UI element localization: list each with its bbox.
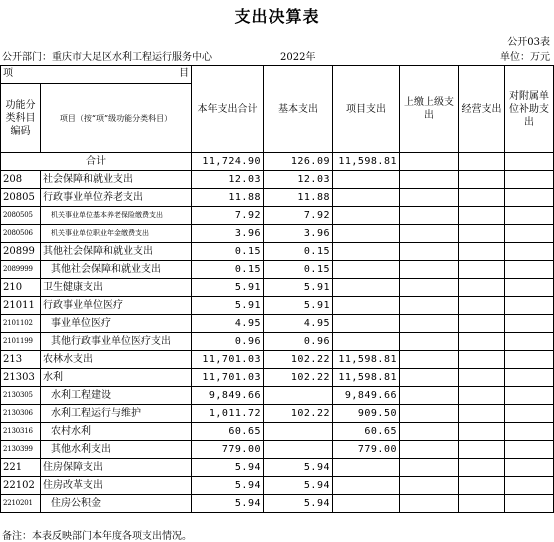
header-col-project: 项目支出 <box>333 66 400 153</box>
row-project: 11,598.81 <box>333 351 400 369</box>
row-basic <box>264 423 333 441</box>
row-code: 2101199 <box>1 333 41 351</box>
table-row <box>1 459 554 477</box>
row-project <box>333 207 400 225</box>
row-business <box>459 459 505 477</box>
row-code: 2080506 <box>1 225 41 243</box>
row-name: 卫生健康支出 <box>41 279 192 297</box>
row-total: 3.96 <box>192 225 264 243</box>
row-subsidy <box>505 423 554 441</box>
table-code: 公开03表 <box>507 37 550 48</box>
row-total: 4.95 <box>192 315 264 333</box>
row-subsidy <box>505 441 554 459</box>
row-subsidy <box>505 477 554 495</box>
row-project: 779.00 <box>333 441 400 459</box>
row-business <box>459 423 505 441</box>
row-subsidy <box>505 153 554 171</box>
table-row <box>1 243 554 261</box>
row-total: 11.88 <box>192 189 264 207</box>
header-item-corner <box>1 66 192 84</box>
row-business <box>459 243 505 261</box>
row-code: 21303 <box>1 369 41 387</box>
row-business <box>459 297 505 315</box>
row-project <box>333 315 400 333</box>
row-basic: 7.92 <box>264 207 333 225</box>
row-remit <box>400 423 459 441</box>
row-basic: 5.94 <box>264 477 333 495</box>
row-project: 11,598.81 <box>333 153 400 171</box>
row-project <box>333 495 400 513</box>
row-name: 农村水利 <box>41 423 192 441</box>
department-label: 公开部门：重庆市大足区水利工程运行服务中心 <box>2 52 212 63</box>
header-col-business: 经营支出 <box>459 66 505 153</box>
row-code: 2210201 <box>1 495 41 513</box>
row-business <box>459 261 505 279</box>
header-col-total: 本年支出合计 <box>192 66 264 153</box>
row-code: 21011 <box>1 297 41 315</box>
row-business <box>459 207 505 225</box>
row-basic: 12.03 <box>264 171 333 189</box>
table-row <box>1 441 554 459</box>
row-project <box>333 171 400 189</box>
row-basic: 0.15 <box>264 243 333 261</box>
row-remit <box>400 441 459 459</box>
row-name: 住房改革支出 <box>41 477 192 495</box>
row-business <box>459 333 505 351</box>
row-code: 210 <box>1 279 41 297</box>
row-business <box>459 225 505 243</box>
row-remit <box>400 243 459 261</box>
row-name: 水利工程运行与维护 <box>41 405 192 423</box>
row-remit <box>400 261 459 279</box>
row-name: 行政事业单位养老支出 <box>41 189 192 207</box>
row-project <box>333 333 400 351</box>
row-business <box>459 189 505 207</box>
row-remit <box>400 495 459 513</box>
row-remit <box>400 459 459 477</box>
row-total: 0.15 <box>192 261 264 279</box>
row-subsidy <box>505 351 554 369</box>
row-basic <box>264 441 333 459</box>
row-name: 其他水利支出 <box>41 441 192 459</box>
row-subsidy <box>505 279 554 297</box>
row-remit <box>400 297 459 315</box>
row-subsidy <box>505 315 554 333</box>
footnote: 备注：本表反映部门本年度各项支出情况。 <box>2 531 192 542</box>
report-year: 2022年 <box>280 52 316 63</box>
header-col-subsidy: 对附属单位补助支出 <box>505 66 554 153</box>
row-total: 11,701.03 <box>192 369 264 387</box>
row-business <box>459 387 505 405</box>
row-total: 1,011.72 <box>192 405 264 423</box>
row-remit <box>400 405 459 423</box>
row-code: 2101102 <box>1 315 41 333</box>
row-business <box>459 477 505 495</box>
row-business <box>459 495 505 513</box>
row-subsidy <box>505 243 554 261</box>
row-total: 0.96 <box>192 333 264 351</box>
row-total: 9,849.66 <box>192 387 264 405</box>
row-total: 5.94 <box>192 459 264 477</box>
row-subsidy <box>505 207 554 225</box>
row-basic: 102.22 <box>264 351 333 369</box>
row-name: 其他行政事业单位医疗支出 <box>41 333 192 351</box>
report-meta <box>2 48 550 62</box>
row-name: 合计 <box>1 153 192 171</box>
row-remit <box>400 279 459 297</box>
row-total: 779.00 <box>192 441 264 459</box>
row-code: 208 <box>1 171 41 189</box>
row-name: 住房保障支出 <box>41 459 192 477</box>
row-remit <box>400 351 459 369</box>
row-total: 5.91 <box>192 279 264 297</box>
table-row <box>1 279 554 297</box>
row-project <box>333 459 400 477</box>
row-remit <box>400 207 459 225</box>
row-business <box>459 171 505 189</box>
row-total: 5.91 <box>192 297 264 315</box>
row-project: 60.65 <box>333 423 400 441</box>
row-subsidy <box>505 459 554 477</box>
row-remit <box>400 315 459 333</box>
table-row <box>1 369 554 387</box>
row-code: 2130316 <box>1 423 41 441</box>
table-row <box>1 405 554 423</box>
row-name: 其他社会保障和就业支出 <box>41 243 192 261</box>
row-remit <box>400 387 459 405</box>
row-business <box>459 153 505 171</box>
row-subsidy <box>505 225 554 243</box>
row-total: 60.65 <box>192 423 264 441</box>
row-total: 12.03 <box>192 171 264 189</box>
row-basic: 126.09 <box>264 153 333 171</box>
table-row <box>1 477 554 495</box>
row-remit <box>400 225 459 243</box>
row-name: 事业单位医疗 <box>41 315 192 333</box>
row-total: 11,724.90 <box>192 153 264 171</box>
row-subsidy <box>505 369 554 387</box>
row-remit <box>400 477 459 495</box>
header-col-basic: 基本支出 <box>264 66 333 153</box>
row-name: 住房公积金 <box>41 495 192 513</box>
row-basic: 5.94 <box>264 495 333 513</box>
row-name: 机关事业单位职业年金缴费支出 <box>41 225 192 243</box>
row-code: 22102 <box>1 477 41 495</box>
row-project: 909.50 <box>333 405 400 423</box>
table-row <box>1 315 554 333</box>
row-remit <box>400 369 459 387</box>
row-project <box>333 189 400 207</box>
table-row <box>1 297 554 315</box>
unit-label: 单位：万元 <box>500 52 550 63</box>
row-subsidy <box>505 333 554 351</box>
row-basic: 4.95 <box>264 315 333 333</box>
table-row <box>1 189 554 207</box>
row-code: 213 <box>1 351 41 369</box>
row-remit <box>400 189 459 207</box>
row-name: 农林水支出 <box>41 351 192 369</box>
row-subsidy <box>505 189 554 207</box>
table-row <box>1 153 554 171</box>
table-row <box>1 261 554 279</box>
row-subsidy <box>505 261 554 279</box>
row-total: 11,701.03 <box>192 351 264 369</box>
table-row <box>1 351 554 369</box>
row-project <box>333 297 400 315</box>
row-business <box>459 279 505 297</box>
row-business <box>459 351 505 369</box>
row-remit <box>400 153 459 171</box>
table-row <box>1 171 554 189</box>
row-subsidy <box>505 297 554 315</box>
row-project <box>333 279 400 297</box>
table-row <box>1 225 554 243</box>
row-code: 2080505 <box>1 207 41 225</box>
table-row <box>1 207 554 225</box>
row-basic: 102.22 <box>264 405 333 423</box>
report-title: 支出决算表 <box>234 7 320 26</box>
row-project <box>333 225 400 243</box>
row-business <box>459 441 505 459</box>
row-total: 0.15 <box>192 243 264 261</box>
row-remit <box>400 333 459 351</box>
row-basic: 102.22 <box>264 369 333 387</box>
header-item-name: 项目（按“项”级功能分类科目） <box>41 84 192 153</box>
row-business <box>459 369 505 387</box>
table-row <box>1 333 554 351</box>
row-basic: 5.91 <box>264 279 333 297</box>
row-basic: 11.88 <box>264 189 333 207</box>
row-subsidy <box>505 495 554 513</box>
row-business <box>459 315 505 333</box>
row-code: 2130306 <box>1 405 41 423</box>
row-basic: 5.94 <box>264 459 333 477</box>
row-code: 2130305 <box>1 387 41 405</box>
row-project: 9,849.66 <box>333 387 400 405</box>
row-code: 2089999 <box>1 261 41 279</box>
row-total: 5.94 <box>192 495 264 513</box>
row-project <box>333 243 400 261</box>
row-name: 行政事业单位医疗 <box>41 297 192 315</box>
row-name: 社会保障和就业支出 <box>41 171 192 189</box>
row-basic: 5.91 <box>264 297 333 315</box>
expenditure-table <box>0 65 554 513</box>
row-total: 5.94 <box>192 477 264 495</box>
row-subsidy <box>505 405 554 423</box>
row-remit <box>400 171 459 189</box>
row-code: 221 <box>1 459 41 477</box>
table-row <box>1 423 554 441</box>
row-code: 20805 <box>1 189 41 207</box>
header-func-code: 功能分类科目编码 <box>1 84 41 153</box>
row-basic: 0.15 <box>264 261 333 279</box>
header-item-right: 目 <box>179 68 189 79</box>
header-item-left: 项 <box>3 68 13 79</box>
row-basic: 3.96 <box>264 225 333 243</box>
row-subsidy <box>505 171 554 189</box>
table-row <box>1 387 554 405</box>
row-total: 7.92 <box>192 207 264 225</box>
row-code: 20899 <box>1 243 41 261</box>
row-project <box>333 261 400 279</box>
row-basic <box>264 387 333 405</box>
row-subsidy <box>505 387 554 405</box>
row-name: 其他社会保障和就业支出 <box>41 261 192 279</box>
row-business <box>459 405 505 423</box>
header-col-remit: 上缴上级支出 <box>400 66 459 153</box>
row-project: 11,598.81 <box>333 369 400 387</box>
table-row <box>1 495 554 513</box>
row-project <box>333 477 400 495</box>
row-code: 2130399 <box>1 441 41 459</box>
row-name: 水利工程建设 <box>41 387 192 405</box>
row-name: 机关事业单位基本养老保险缴费支出 <box>41 207 192 225</box>
row-basic: 0.96 <box>264 333 333 351</box>
row-name: 水利 <box>41 369 192 387</box>
